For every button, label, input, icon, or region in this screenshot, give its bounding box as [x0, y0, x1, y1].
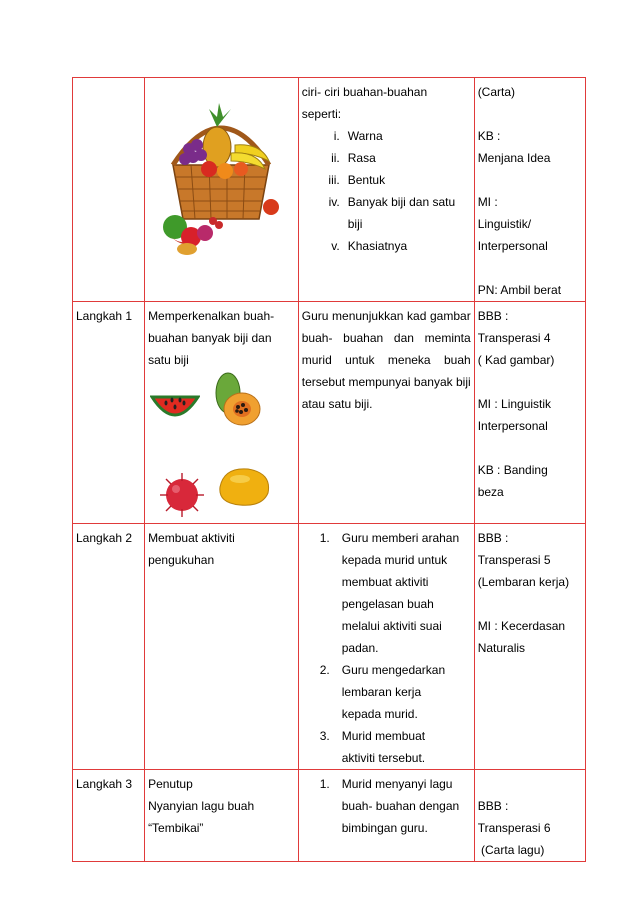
rambutan-image — [158, 471, 206, 519]
fruit-basket-image — [161, 87, 281, 257]
notes-spacer — [478, 257, 582, 279]
notes-spacer — [478, 103, 582, 125]
notes-line: ( Kad gambar) — [477, 353, 555, 367]
table-row — [73, 524, 586, 770]
notes-line: Naturalis — [477, 641, 526, 655]
list-number: ii. — [331, 151, 340, 165]
notes-line: Transperasi 6 — [477, 821, 551, 835]
activity-text: Guru menunjukkan kad gambar buah- buahan dan meminta murid untuk meneka buah tersebut mempunyai banyak biji atau satu biji. — [301, 309, 471, 411]
watermelon-image — [150, 393, 200, 425]
list-number: 2. — [319, 663, 330, 677]
notes-line: (Carta lagu) — [477, 843, 545, 857]
list-text: Murid menyanyi lagu buah- buahan dengan bimbingan guru. — [341, 777, 460, 835]
list-item — [320, 659, 471, 725]
step-cell: Langkah 3 — [73, 770, 145, 862]
list-number: 1. — [319, 531, 330, 545]
content-cell — [145, 770, 299, 862]
activity-cell — [298, 770, 474, 862]
notes-cell — [474, 78, 585, 302]
papaya-image — [208, 371, 264, 431]
list-text: Guru memberi arahan kepada murid untuk membuat aktiviti pengelasan buah melalui aktiviti suai padan. — [341, 531, 460, 655]
activity-intro-line: ciri- ciri buahan-buahan — [301, 85, 428, 99]
list-number: v. — [331, 239, 340, 253]
list-number: i. — [333, 129, 340, 143]
content-cell — [145, 524, 299, 770]
list-item — [320, 725, 471, 769]
notes-cell — [474, 524, 585, 770]
notes-spacer — [478, 371, 582, 393]
notes-line: BBB : — [477, 799, 509, 813]
notes-spacer — [478, 593, 582, 615]
notes-line: MI : Kecerdasan — [477, 619, 566, 633]
step-cell: Langkah 1 — [73, 302, 145, 524]
list-text: Khasiatnya — [347, 239, 408, 253]
notes-cell — [474, 770, 585, 862]
content-cell — [145, 78, 299, 302]
activity-intro-line: seperti: — [301, 107, 342, 121]
content-text: Membuat aktiviti pengukuhan — [148, 531, 235, 567]
list-number: 1. — [319, 777, 330, 791]
list-text: Banyak biji dan satu biji — [347, 195, 456, 231]
fruit-traits-list — [302, 125, 471, 257]
list-item — [302, 147, 471, 169]
list-item — [302, 235, 471, 257]
notes-line: BBB : — [477, 531, 509, 545]
notes-line: MI : — [477, 195, 498, 209]
notes-spacer — [478, 169, 582, 191]
list-item — [320, 527, 471, 659]
content-text: Memperkenalkan buah-buahan banyak biji dan satu biji — [148, 309, 275, 367]
activity-cell — [298, 524, 474, 770]
mango-image — [214, 465, 274, 509]
activity-list — [302, 527, 471, 769]
notes-line: BBB : — [477, 309, 509, 323]
notes-spacer — [478, 437, 582, 459]
notes-line: Interpersonal — [477, 419, 548, 433]
notes-line: (Carta) — [477, 85, 516, 99]
table-row — [73, 302, 586, 524]
notes-cell — [474, 302, 585, 524]
list-text: Bentuk — [347, 173, 386, 187]
lesson-plan-table — [72, 77, 586, 862]
list-item — [320, 773, 471, 839]
list-item — [302, 169, 471, 191]
notes-line: beza — [477, 485, 504, 499]
table-row — [73, 78, 586, 302]
list-text: Guru mengedarkan lembaran kerja kepada murid. — [341, 663, 446, 721]
list-text: Warna — [347, 129, 383, 143]
content-text: “Tembikai” — [148, 821, 204, 835]
notes-line: (Lembaran kerja) — [477, 575, 570, 589]
list-item — [302, 191, 471, 235]
list-number: 3. — [319, 729, 330, 743]
notes-line: Interpersonal — [477, 239, 548, 253]
table-row — [73, 770, 586, 862]
activity-list — [302, 773, 471, 839]
list-number: iii. — [328, 173, 340, 187]
content-cell — [145, 302, 299, 524]
notes-line: Transperasi 4 — [477, 331, 551, 345]
notes-line: KB : — [477, 129, 501, 143]
notes-line: KB : Banding — [477, 463, 548, 477]
list-item — [302, 125, 471, 147]
notes-spacer — [478, 773, 582, 795]
content-title: Penutup — [148, 777, 193, 791]
activity-cell — [298, 302, 474, 524]
notes-line: Linguistik/ — [477, 217, 532, 231]
list-number: iv. — [328, 195, 340, 209]
notes-line: PN: Ambil berat — [477, 283, 562, 297]
notes-line: MI : Linguistik — [477, 397, 552, 411]
activity-cell — [298, 78, 474, 302]
notes-line: Transperasi 5 — [477, 553, 551, 567]
list-text: Murid membuat aktiviti tersebut. — [341, 729, 426, 765]
step-cell: Langkah 2 — [73, 524, 145, 770]
step-cell — [73, 78, 145, 302]
list-text: Rasa — [347, 151, 376, 165]
content-text: Nyanyian lagu buah — [148, 799, 255, 813]
notes-line: Menjana Idea — [477, 151, 551, 165]
